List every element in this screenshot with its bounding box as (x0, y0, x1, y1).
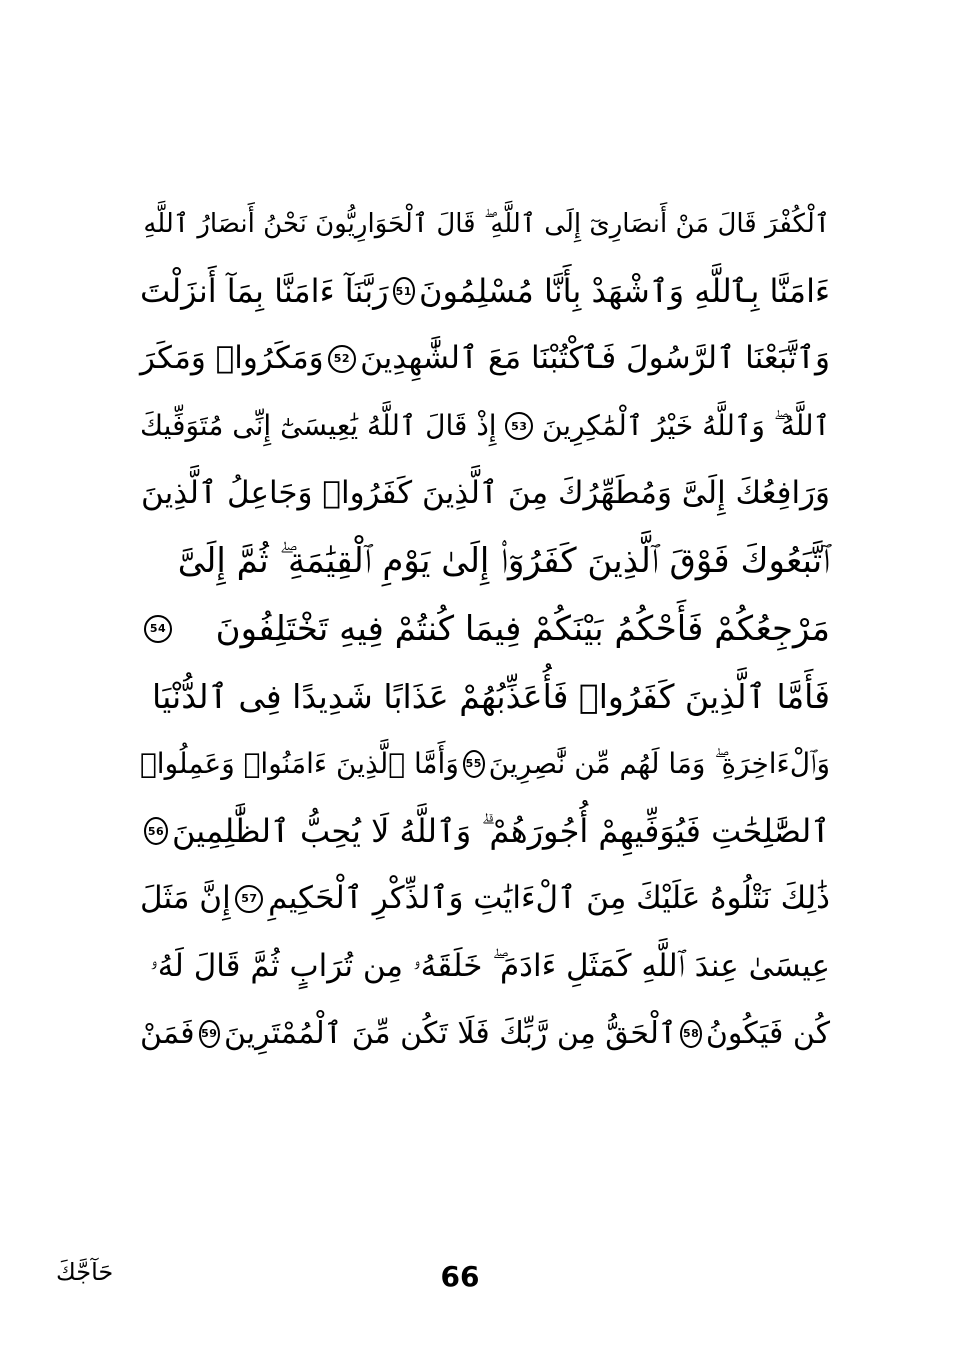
verse-text: إِذْ قَالَ ٱللَّهُ يَٰعِيسَىٰٓ إِنِّى مُتَوَفِّيكَ (140, 409, 497, 443)
text-line (140, 258, 830, 326)
verse-text: ءَامَنَّا بِٱللَّهِ وَٱشْهَدْ بِأَنَّا مُسْلِمُونَ (418, 272, 830, 311)
ayah-number-marker: 57 (235, 885, 263, 913)
ayah-number-marker: 52 (328, 345, 356, 373)
text-line (140, 190, 830, 258)
verse-text: ٱلْحَقُّ مِن رَّبِّكَ فَلَا تَكُن مِّنَ ٱلْمُمْتَرِينَ (223, 1015, 677, 1051)
page-number: 66 (440, 1260, 480, 1293)
text-line (140, 325, 830, 393)
verse-text: ذَٰلِكَ نَتْلُوهُ عَلَيْكَ مِنَ ٱلْءَايَٰتِ وَٱلذِّكْرِ ٱلْحَكِيمِ (268, 880, 830, 917)
text-line (140, 595, 830, 663)
verse-text: وَٱلْءَاخِرَةِ ۖ وَمَا لَهُم مِّن نَّٰصِرِينَ (488, 746, 830, 780)
verse-text: عِيسَىٰ عِندَ ٱللَّهِ كَمَثَلِ ءَادَمَ ۖ خَلَقَهُۥ مِن تُرَابٍ ثُمَّ قَالَ لَهُۥ (150, 947, 830, 984)
verse-text: ٱلصَّٰلِحَٰتِ فَيُوَفِّيهِمْ أُجُورَهُمْ ۗ وَٱللَّهُ لَا يُحِبُّ ٱلظَّٰلِمِينَ (171, 812, 830, 851)
verse-text: إِنَّ مَثَلَ (140, 880, 231, 917)
text-line (140, 730, 830, 798)
verse-text: ٱللَّهُ ۖ وَٱللَّهُ خَيْرُ ٱلْمَٰكِرِينَ (541, 409, 830, 443)
ayah-number-marker: 54 (144, 615, 172, 643)
verse-text: وَرَافِعُكَ إِلَىَّ وَمُطَهِّرُكَ مِنَ ٱلَّذِينَ كَفَرُوا۟ وَجَاعِلُ ٱلَّذِينَ (141, 475, 830, 512)
text-line (140, 1000, 830, 1068)
text-line (140, 865, 830, 933)
verse-text: مَرْجِعُكُمْ فَأَحْكُمُ بَيْنَكُمْ فِيمَا كُنتُمْ فِيهِ تَخْتَلِفُونَ (215, 608, 830, 649)
verse-text: كُن فَيَكُونُ (705, 1015, 830, 1051)
ayah-number-marker: 53 (505, 412, 533, 440)
text-line (140, 933, 830, 1001)
verse-text: ٱلْكُفْرَ قَالَ مَنْ أَنصَارِىٓ إِلَى ٱللَّهِ ۖ قَالَ ٱلْحَوَارِيُّونَ نَحْنُ أَنصَارُ ٱللَّهِ (143, 208, 830, 239)
ayah-number-marker: 51 (393, 277, 415, 305)
verse-text: ٱتَّبَعُوكَ فَوْقَ ٱلَّذِينَ كَفَرُوٓا۟ إِلَىٰ يَوْمِ ٱلْقِيَٰمَةِ ۖ ثُمَّ إِلَىَّ (177, 541, 830, 582)
text-line (140, 393, 830, 461)
verse-text: رَبَّنَآ ءَامَنَّا بِمَآ أَنزَلْتَ (140, 272, 389, 311)
text-line (140, 663, 830, 731)
ayah-number-marker: 58 (680, 1020, 701, 1048)
text-line (140, 460, 830, 528)
verse-text: وَأَمَّا ٱلَّذِينَ ءَامَنُوا۟ وَعَمِلُوا۟ (140, 746, 459, 780)
verse-text: وَٱتَّبَعْنَا ٱلرَّسُولَ فَٱكْتُبْنَا مَعَ ٱلشَّٰهِدِينَ (360, 340, 830, 377)
ayah-number-marker: 59 (199, 1020, 220, 1048)
ayah-number-marker: 55 (463, 750, 485, 778)
ayah-number-marker: 56 (144, 817, 168, 845)
verse-text: فَمَنْ (140, 1015, 195, 1051)
text-line (140, 528, 830, 596)
quran-text-block (140, 190, 830, 1068)
verse-text: وَمَكَرُوا۟ وَمَكَرَ (140, 340, 324, 377)
catchword: حَآجَّكَ (56, 1258, 114, 1286)
text-line (140, 798, 830, 866)
verse-text: فَأَمَّا ٱلَّذِينَ كَفَرُوا۟ فَأُعَذِّبُهُمْ عَذَابًا شَدِيدًا فِى ٱلدُّنْيَا (152, 676, 830, 716)
